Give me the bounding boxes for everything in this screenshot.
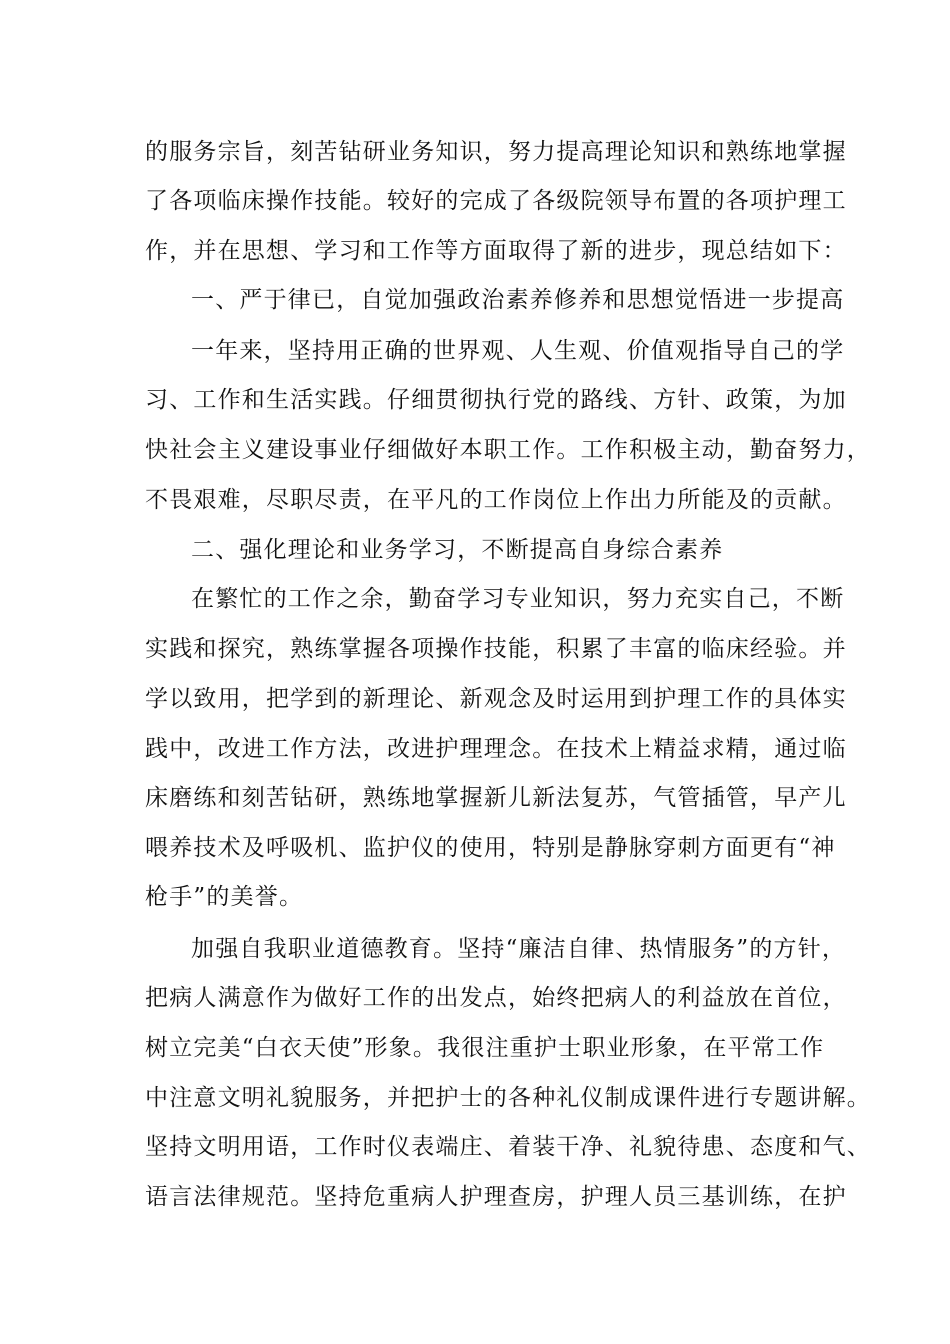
text-line: 语言法律规范。坚持危重病人护理查房，护理人员三基训练，在护 bbox=[145, 1184, 847, 1210]
text-line: 加强自我职业道德教育。坚持“廉洁自律、热情服务”的方针， bbox=[191, 936, 847, 962]
text-line: 枪手”的美誉。 bbox=[145, 884, 304, 910]
text-line: 树立完美“白衣天使”形象。我很注重护士职业形象，在平常工作 bbox=[145, 1035, 825, 1061]
text-line: 中注意文明礼貌服务，并把护士的各种礼仪制成课件进行专题讲解。 bbox=[145, 1085, 871, 1111]
text-line: 一年来，坚持用正确的世界观、人生观、价值观指导自己的学 bbox=[191, 338, 845, 364]
text-line: 快社会主义建设事业仔细做好本职工作。工作积极主动，勤奋努力， bbox=[145, 437, 871, 463]
section-heading: 二、强化理论和业务学习，不断提高自身综合素养 bbox=[191, 537, 724, 563]
text-line: 习、工作和生活实践。仔细贯彻执行党的路线、方针、政策，为加 bbox=[145, 387, 847, 413]
text-line: 坚持文明用语，工作时仪表端庄、着装干净、礼貌待患、态度和气、 bbox=[145, 1134, 871, 1160]
section-heading: 一、严于律已，自觉加强政治素养修养和思想觉悟进一步提高 bbox=[191, 287, 845, 313]
text-line: 床磨练和刻苦钻研，熟练地掌握新儿新法复苏，气管插管，早产儿 bbox=[145, 785, 847, 811]
text-line: 践中，改进工作方法，改进护理理念。在技术上精益求精，通过临 bbox=[145, 736, 847, 762]
text-line: 实践和探究，熟练掌握各项操作技能，积累了丰富的临床经验。并 bbox=[145, 636, 847, 662]
text-line: 在繁忙的工作之余，勤奋学习专业知识，努力充实自己，不断 bbox=[191, 586, 845, 612]
text-line: 把病人满意作为做好工作的出发点，始终把病人的利益放在首位， bbox=[145, 985, 847, 1011]
text-line: 了各项临床操作技能。较好的完成了各级院领导布置的各项护理工 bbox=[145, 188, 847, 214]
text-line: 不畏艰难，尽职尽责，在平凡的工作岗位上作出力所能及的贡献。 bbox=[145, 487, 847, 513]
text-line: 喂养技术及呼吸机、监护仪的使用，特别是静脉穿刺方面更有“神 bbox=[145, 835, 836, 861]
text-line: 的服务宗旨，刻苦钻研业务知识，努力提高理论知识和熟练地掌握 bbox=[145, 139, 847, 165]
text-line: 学以致用，把学到的新理论、新观念及时运用到护理工作的具体实 bbox=[145, 686, 847, 712]
text-line: 作，并在思想、学习和工作等方面取得了新的进步，现总结如下： bbox=[145, 238, 847, 264]
